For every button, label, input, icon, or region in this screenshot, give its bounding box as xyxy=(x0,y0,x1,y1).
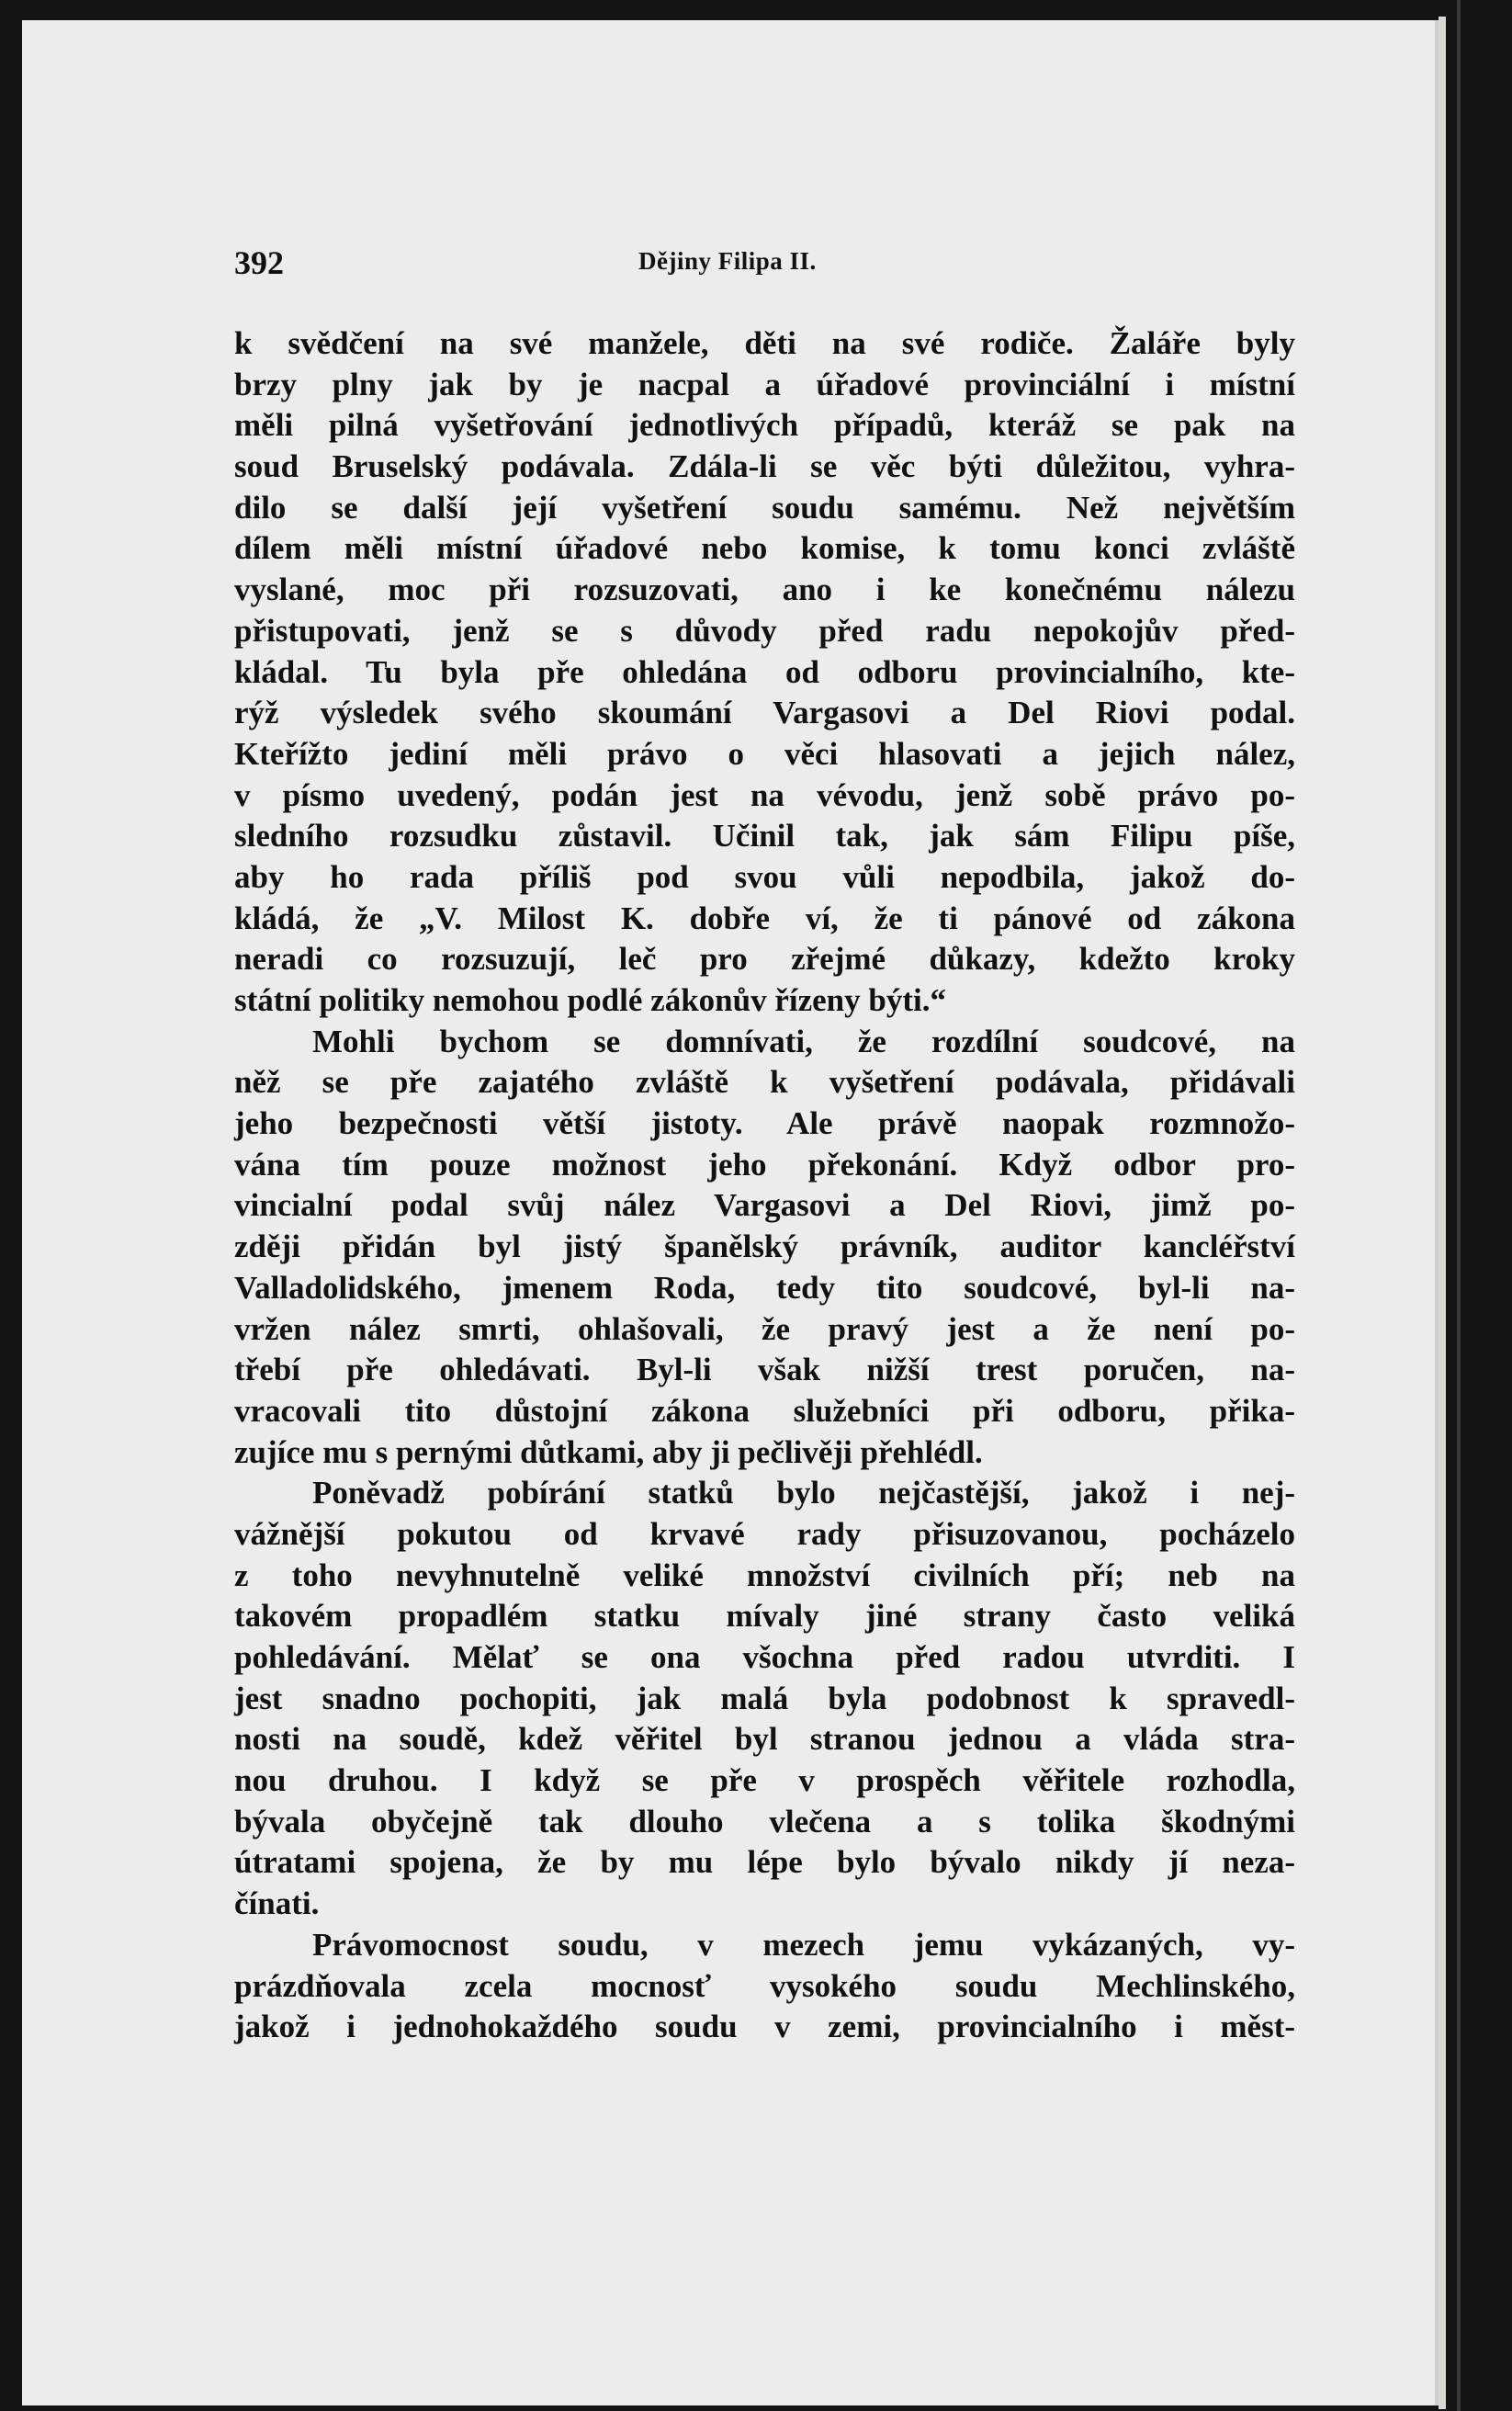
running-head: Dějiny Filipa II. xyxy=(638,247,817,275)
page-edge xyxy=(1439,17,1446,2409)
text-line: aby ho rada příliš pod svou vůli nepodbila, jakož do- xyxy=(234,858,1295,895)
text-line: k svědčení na své manžele, děti na své rodiče. Žaláře byly xyxy=(234,325,1295,361)
text-line: dílem měli místní úřadové nebo komise, k tomu konci zvláště xyxy=(234,530,1295,567)
text-line: přistupovati, jenž se s důvody před radu nepokojův před- xyxy=(234,612,1295,649)
text-line: vržen nález smrti, ohlašovali, že pravý jest a že není po- xyxy=(234,1310,1295,1347)
text-line: jest snadno pochopiti, jak malá byla podobnost k spravedl- xyxy=(234,1680,1295,1716)
scan-edge-line xyxy=(1457,0,1461,2411)
text-line: Poněvadž pobírání statků bylo nejčastější, jakož i nej- xyxy=(312,1475,1295,1511)
text-line: zujíce mu s pernými důtkami, aby ji pečlivěji přehlédl. xyxy=(234,1433,983,1470)
text-line: jeho bezpečnosti větší jistoty. Ale právě naopak rozmnožo- xyxy=(234,1105,1295,1142)
text-line: třebí pře ohledávati. Byl-li však nižší trest poručen, na- xyxy=(234,1352,1295,1388)
text-line: státní politiky nemohou podlé zákonův řízeny býti.“ xyxy=(234,982,946,1018)
text-line: brzy plny jak by je nacpal a úřadové provinciální i místní xyxy=(234,366,1295,402)
text-line: vážnější pokutou od krvavé rady přisuzovanou, pocházelo xyxy=(234,1515,1295,1552)
text-line: Právomocnost soudu, v mezech jemu vykázaných, vy- xyxy=(312,1926,1295,1963)
text-line: zději přidán byl jistý španělský právník, auditor kancléřství xyxy=(234,1228,1295,1265)
text-line: vincialní podal svůj nález Vargasovi a Del Riovi, jimž po- xyxy=(234,1187,1295,1224)
text-line: Valladolidského, jmenem Roda, tedy tito soudcové, byl-li na- xyxy=(234,1269,1295,1306)
text-line: rýž výsledek svého skoumání Vargasovi a Del Riovi podal. xyxy=(234,695,1295,731)
text-line: nou druhou. I když se pře v prospěch věřitele rozhodla, xyxy=(234,1762,1295,1799)
text-line: kládá, že „V. Milost K. dobře ví, že ti pánové od zákona xyxy=(234,900,1295,936)
text-line: nosti na soudě, kdež věřitel byl stranou jednou a vláda stra- xyxy=(234,1721,1295,1758)
text-line: takovém propadlém statku mívaly jiné strany často veliká xyxy=(234,1598,1295,1635)
text-line: Kteřížto jediní měli právo o věci hlasovati a jejich nález, xyxy=(234,735,1295,772)
text-line: prázdňovala zcela mocnosť vysokého soudu Mechlinského, xyxy=(234,1967,1295,2004)
text-line: čínati. xyxy=(234,1885,320,1922)
page-header xyxy=(234,243,1300,289)
text-line: vána tím pouze možnost jeho překonání. Když odbor pro- xyxy=(234,1146,1295,1183)
text-line: soud Bruselský podávala. Zdála-li se věc býti důležitou, vyhra- xyxy=(234,448,1295,485)
text-line: dilo se další její vyšetření soudu samému. Než největším xyxy=(234,489,1295,526)
text-line: Mohli bychom se domnívati, že rozdílní soudcové, na xyxy=(312,1023,1295,1059)
text-line: neradi co rozsuzují, leč pro zřejmé důkazy, kdežto kroky xyxy=(234,941,1295,978)
text-line: jakož i jednohokaždého soudu v zemi, provincialního i měst- xyxy=(234,2009,1295,2045)
body-text xyxy=(234,323,1295,2048)
text-line: útratami spojena, že by mu lépe bylo bývalo nikdy jí neza- xyxy=(234,1844,1295,1881)
text-line: z toho nevyhnutelně veliké množství civilních pří; neb na xyxy=(234,1556,1295,1593)
text-line: měli pilná vyšetřování jednotlivých případů, kteráž se pak na xyxy=(234,407,1295,444)
text-line: pohledávání. Mělať se ona všochna před radou utvrditi. I xyxy=(234,1639,1295,1675)
text-line: bývala obyčejně tak dlouho vlečena a s tolika škodnými xyxy=(234,1803,1295,1839)
text-line: vyslané, moc při rozsuzovati, ano i ke konečnému nálezu xyxy=(234,572,1295,608)
text-line: kládal. Tu byla pře ohledána od odboru provincialního, kte- xyxy=(234,653,1295,690)
text-line: v písmo uvedený, podán jest na vévodu, jenž sobě právo po- xyxy=(234,776,1295,813)
text-line: něž se pře zajatého zvláště k vyšetření podávala, přidávali xyxy=(234,1064,1295,1101)
text-line: sledního rozsudku zůstavil. Učinil tak, jak sám Filipu píše, xyxy=(234,818,1295,855)
page-number: 392 xyxy=(234,244,284,281)
text-line: vracovali tito důstojní zákona služebníci při odboru, přika- xyxy=(234,1392,1295,1429)
